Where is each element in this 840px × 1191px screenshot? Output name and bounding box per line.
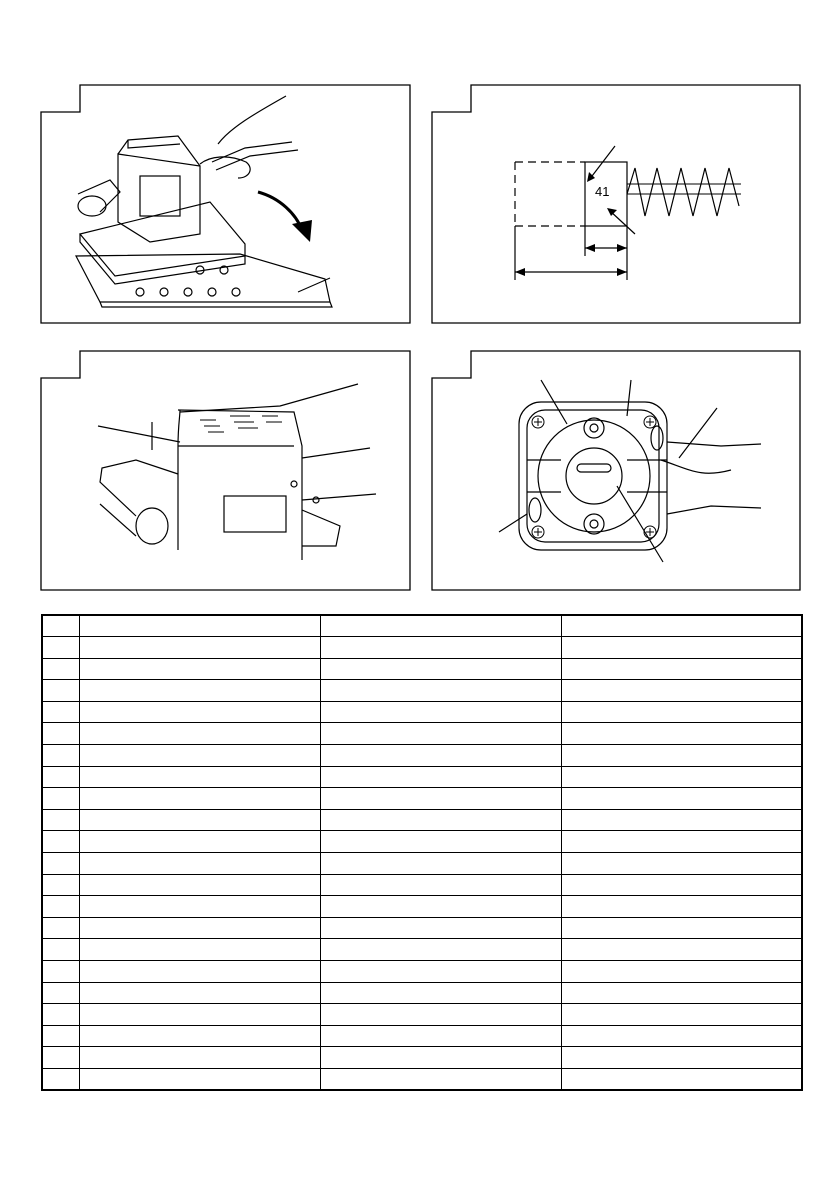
table-cell xyxy=(561,745,802,767)
table-row xyxy=(42,1004,802,1026)
table-cell xyxy=(79,809,320,831)
table-cell xyxy=(561,917,802,939)
spring xyxy=(627,168,739,216)
table-cell xyxy=(320,1004,561,1026)
table-cell xyxy=(320,896,561,918)
table-cell xyxy=(42,745,79,767)
table-row xyxy=(42,1047,802,1069)
table-cell xyxy=(561,939,802,961)
table-cell xyxy=(79,658,320,680)
table-row xyxy=(42,874,802,896)
table-cell xyxy=(561,723,802,745)
spec-table-body xyxy=(42,615,802,1090)
table-cell xyxy=(42,939,79,961)
table-cell xyxy=(42,723,79,745)
table-cell xyxy=(320,809,561,831)
sander-body xyxy=(118,154,200,242)
table-cell xyxy=(42,701,79,723)
table-cell xyxy=(561,701,802,723)
press-down-arrow-icon xyxy=(292,220,312,242)
front-handle xyxy=(302,448,376,500)
table-row xyxy=(42,788,802,810)
table-cell xyxy=(320,680,561,702)
table-cell xyxy=(320,939,561,961)
table-cell xyxy=(561,637,802,659)
table-cell xyxy=(320,1068,561,1090)
table-cell xyxy=(561,658,802,680)
table-cell xyxy=(42,961,79,983)
leader-line xyxy=(298,278,330,292)
table-cell xyxy=(79,1025,320,1047)
table-cell xyxy=(561,961,802,983)
label-window xyxy=(140,176,180,216)
label-window xyxy=(224,496,286,532)
hand xyxy=(200,96,286,178)
table-cell xyxy=(79,1068,320,1090)
table-cell xyxy=(42,766,79,788)
table-cell xyxy=(79,788,320,810)
table-cell xyxy=(42,658,79,680)
sandpaper-holder-plate xyxy=(76,254,330,302)
table-row xyxy=(42,809,802,831)
table-cell xyxy=(561,1025,802,1047)
table-cell xyxy=(320,853,561,875)
table-cell xyxy=(320,723,561,745)
table-row xyxy=(42,982,802,1004)
table-cell xyxy=(320,788,561,810)
table-cell xyxy=(42,680,79,702)
table-cell xyxy=(42,809,79,831)
table-cell xyxy=(320,637,561,659)
armature-coil xyxy=(538,420,650,532)
brush-holder-cap xyxy=(651,426,663,450)
table-row xyxy=(42,615,802,637)
table-cell xyxy=(561,853,802,875)
table-cell xyxy=(561,788,802,810)
table-cell xyxy=(79,982,320,1004)
table-row xyxy=(42,896,802,918)
table-cell xyxy=(79,615,320,637)
table-cell xyxy=(79,637,320,659)
table-cell xyxy=(561,809,802,831)
table-row xyxy=(42,766,802,788)
table-cell xyxy=(79,853,320,875)
table-cell xyxy=(79,1047,320,1069)
table-cell xyxy=(320,766,561,788)
table-cell xyxy=(561,1004,802,1026)
table-cell xyxy=(42,896,79,918)
table-cell xyxy=(320,874,561,896)
power-cord xyxy=(212,142,298,170)
table-cell xyxy=(79,874,320,896)
table-cell xyxy=(561,1047,802,1069)
table-cell xyxy=(79,961,320,983)
table-cell xyxy=(320,658,561,680)
table-row xyxy=(42,745,802,767)
table-cell xyxy=(320,961,561,983)
table-cell xyxy=(79,917,320,939)
table-cell xyxy=(561,896,802,918)
table-cell xyxy=(42,917,79,939)
commutator xyxy=(566,448,622,504)
table-row xyxy=(42,1025,802,1047)
handle-outline xyxy=(667,442,761,514)
figure-4-brush-holder xyxy=(431,350,801,591)
table-cell xyxy=(320,831,561,853)
table-cell xyxy=(79,766,320,788)
table-row xyxy=(42,939,802,961)
table-cell xyxy=(42,1025,79,1047)
table-cell xyxy=(320,917,561,939)
table-cell xyxy=(79,939,320,961)
table-cell xyxy=(42,637,79,659)
table-row xyxy=(42,961,802,983)
sander-illustration xyxy=(40,84,411,324)
table-row xyxy=(42,637,802,659)
table-cell xyxy=(42,831,79,853)
table-cell xyxy=(320,1047,561,1069)
table-cell xyxy=(79,1004,320,1026)
table-cell xyxy=(320,615,561,637)
table-cell xyxy=(42,615,79,637)
table-cell xyxy=(42,982,79,1004)
table-cell xyxy=(561,831,802,853)
table-cell xyxy=(320,745,561,767)
table-cell xyxy=(79,701,320,723)
table-row xyxy=(42,658,802,680)
table-cell xyxy=(561,1068,802,1090)
motor-housing xyxy=(152,410,302,560)
table-cell xyxy=(42,1047,79,1069)
brush-size-label: 41 xyxy=(595,184,610,199)
table-cell xyxy=(42,1004,79,1026)
sander-top-illustration xyxy=(40,350,411,591)
table-cell xyxy=(42,788,79,810)
table-row xyxy=(42,723,802,745)
table-cell xyxy=(320,701,561,723)
figure-1-sandpaper-fitting xyxy=(40,84,411,324)
figure-3-body-cover xyxy=(40,350,411,591)
table-cell xyxy=(79,723,320,745)
rear-handle xyxy=(136,508,168,544)
spec-table xyxy=(41,614,803,1091)
table-row xyxy=(42,917,802,939)
table-cell xyxy=(561,982,802,1004)
table-cell xyxy=(42,874,79,896)
table-row xyxy=(42,680,802,702)
sander-pad xyxy=(80,202,245,276)
table-row xyxy=(42,1068,802,1090)
table-cell xyxy=(79,745,320,767)
brush-holder-cap xyxy=(529,498,541,522)
table-cell xyxy=(42,1068,79,1090)
table-cell xyxy=(561,874,802,896)
figure-2-carbon-brush-limit xyxy=(431,84,801,324)
table-row xyxy=(42,701,802,723)
leader-line xyxy=(98,426,180,442)
rear-handle xyxy=(78,196,106,216)
table-cell xyxy=(561,680,802,702)
table-cell xyxy=(561,766,802,788)
carbon-brush-diagram xyxy=(431,84,801,324)
brush-holder-diagram xyxy=(431,350,801,591)
table-row xyxy=(42,853,802,875)
table-row xyxy=(42,831,802,853)
top-edge xyxy=(180,384,358,412)
table-cell xyxy=(79,896,320,918)
table-cell xyxy=(79,680,320,702)
table-cell xyxy=(320,1025,561,1047)
table-cell xyxy=(320,982,561,1004)
table-cell xyxy=(42,853,79,875)
table-cell xyxy=(79,831,320,853)
table-cell xyxy=(561,615,802,637)
